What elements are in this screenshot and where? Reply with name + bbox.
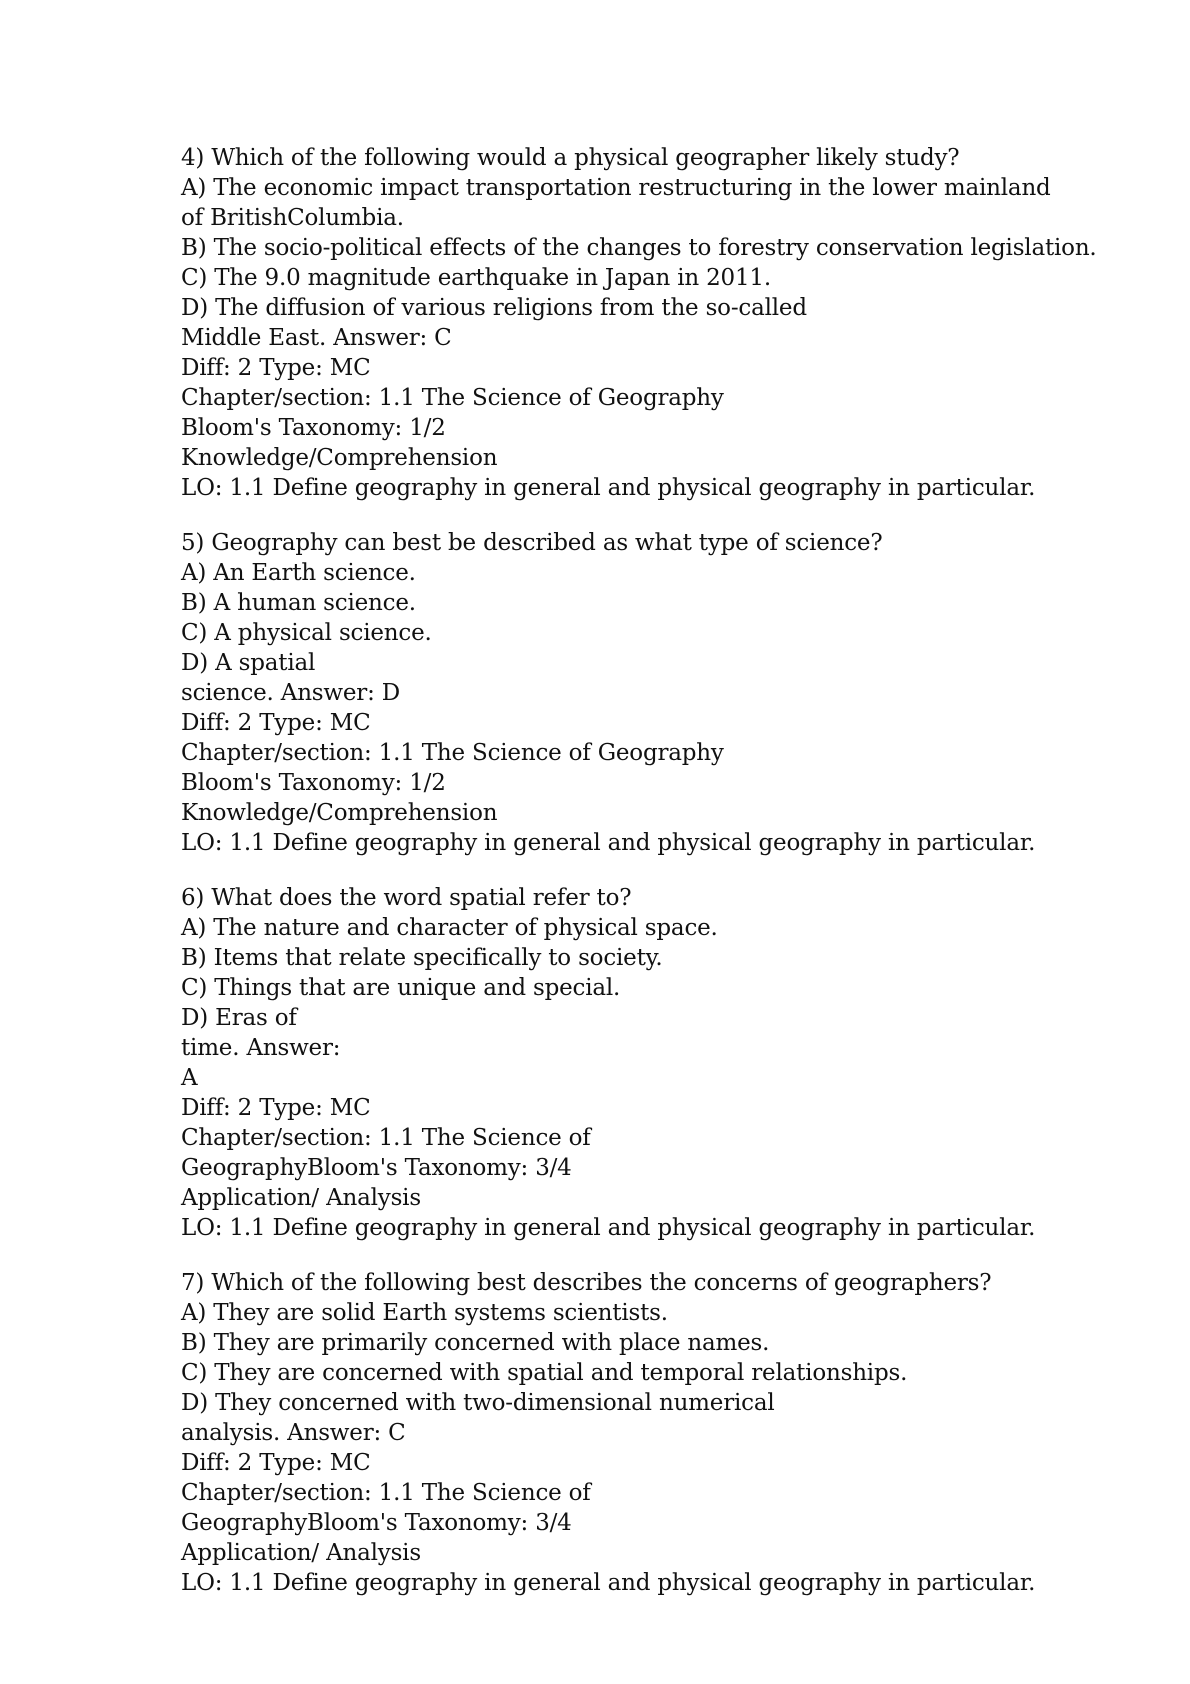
question-6 [181, 883, 1141, 1243]
option-a-continued: of BritishColumbia. [181, 205, 404, 231]
option-a: A) An Earth science. [181, 560, 416, 586]
blooms-taxonomy: Bloom's Taxonomy: 1/2 [181, 770, 446, 796]
chapter-section: Chapter/section: 1.1 The Science of Geography [181, 740, 724, 766]
option-c: C) They are concerned with spatial and temporal relationships. [181, 1360, 908, 1386]
answer-line: Middle East. Answer: C [181, 325, 452, 351]
chapter-section: Chapter/section: 1.1 The Science of Geography [181, 385, 724, 411]
option-c: C) The 9.0 magnitude earthquake in Japan in 2011. [181, 265, 771, 291]
chapter-section: Chapter/section: 1.1 The Science of [181, 1125, 591, 1151]
question-stem: 5) Geography can best be described as what type of science? [181, 530, 883, 556]
question-stem: 6) What does the word spatial refer to? [181, 885, 632, 911]
option-d: D) A spatial [181, 650, 316, 676]
taxonomy-level: Application/ Analysis [181, 1540, 421, 1566]
option-b: B) A human science. [181, 590, 416, 616]
answer-line: science. Answer: D [181, 680, 400, 706]
question-stem: 4) Which of the following would a physical geographer likely study? [181, 145, 960, 171]
taxonomy-level: Knowledge/Comprehension [181, 445, 498, 471]
difficulty-type: Diff: 2 Type: MC [181, 1450, 371, 1476]
learning-objective: LO: 1.1 Define geography in general and physical geography in particular. [181, 830, 1036, 856]
question-7 [181, 1268, 1141, 1598]
answer-line: time. Answer: [181, 1035, 341, 1061]
blooms-taxonomy: GeographyBloom's Taxonomy: 3/4 [181, 1155, 572, 1181]
option-a: A) The nature and character of physical space. [181, 915, 718, 941]
option-c: C) Things that are unique and special. [181, 975, 621, 1001]
difficulty-type: Diff: 2 Type: MC [181, 710, 371, 736]
option-b: B) The socio-political effects of the changes to forestry conservation legislation. [181, 235, 1097, 261]
document-page [181, 143, 1141, 1623]
answer-line: analysis. Answer: C [181, 1420, 406, 1446]
question-stem: 7) Which of the following best describes the concerns of geographers? [181, 1270, 992, 1296]
taxonomy-level: Application/ Analysis [181, 1185, 421, 1211]
option-d: D) They concerned with two-dimensional numerical [181, 1390, 775, 1416]
difficulty-type: Diff: 2 Type: MC [181, 1095, 371, 1121]
taxonomy-level: Knowledge/Comprehension [181, 800, 498, 826]
option-d: D) Eras of [181, 1005, 297, 1031]
option-a: A) They are solid Earth systems scientists. [181, 1300, 668, 1326]
difficulty-type: Diff: 2 Type: MC [181, 355, 371, 381]
option-b: B) They are primarily concerned with place names. [181, 1330, 770, 1356]
learning-objective: LO: 1.1 Define geography in general and physical geography in particular. [181, 1570, 1036, 1596]
learning-objective: LO: 1.1 Define geography in general and physical geography in particular. [181, 475, 1036, 501]
option-d: D) The diffusion of various religions from the so-called [181, 295, 807, 321]
answer-value: A [181, 1065, 198, 1091]
learning-objective: LO: 1.1 Define geography in general and physical geography in particular. [181, 1215, 1036, 1241]
question-4 [181, 143, 1141, 503]
blooms-taxonomy: GeographyBloom's Taxonomy: 3/4 [181, 1510, 572, 1536]
chapter-section: Chapter/section: 1.1 The Science of [181, 1480, 591, 1506]
blooms-taxonomy: Bloom's Taxonomy: 1/2 [181, 415, 446, 441]
option-b: B) Items that relate specifically to society. [181, 945, 663, 971]
option-c: C) A physical science. [181, 620, 432, 646]
option-a: A) The economic impact transportation restructuring in the lower mainland [181, 175, 1051, 201]
question-5 [181, 528, 1141, 858]
